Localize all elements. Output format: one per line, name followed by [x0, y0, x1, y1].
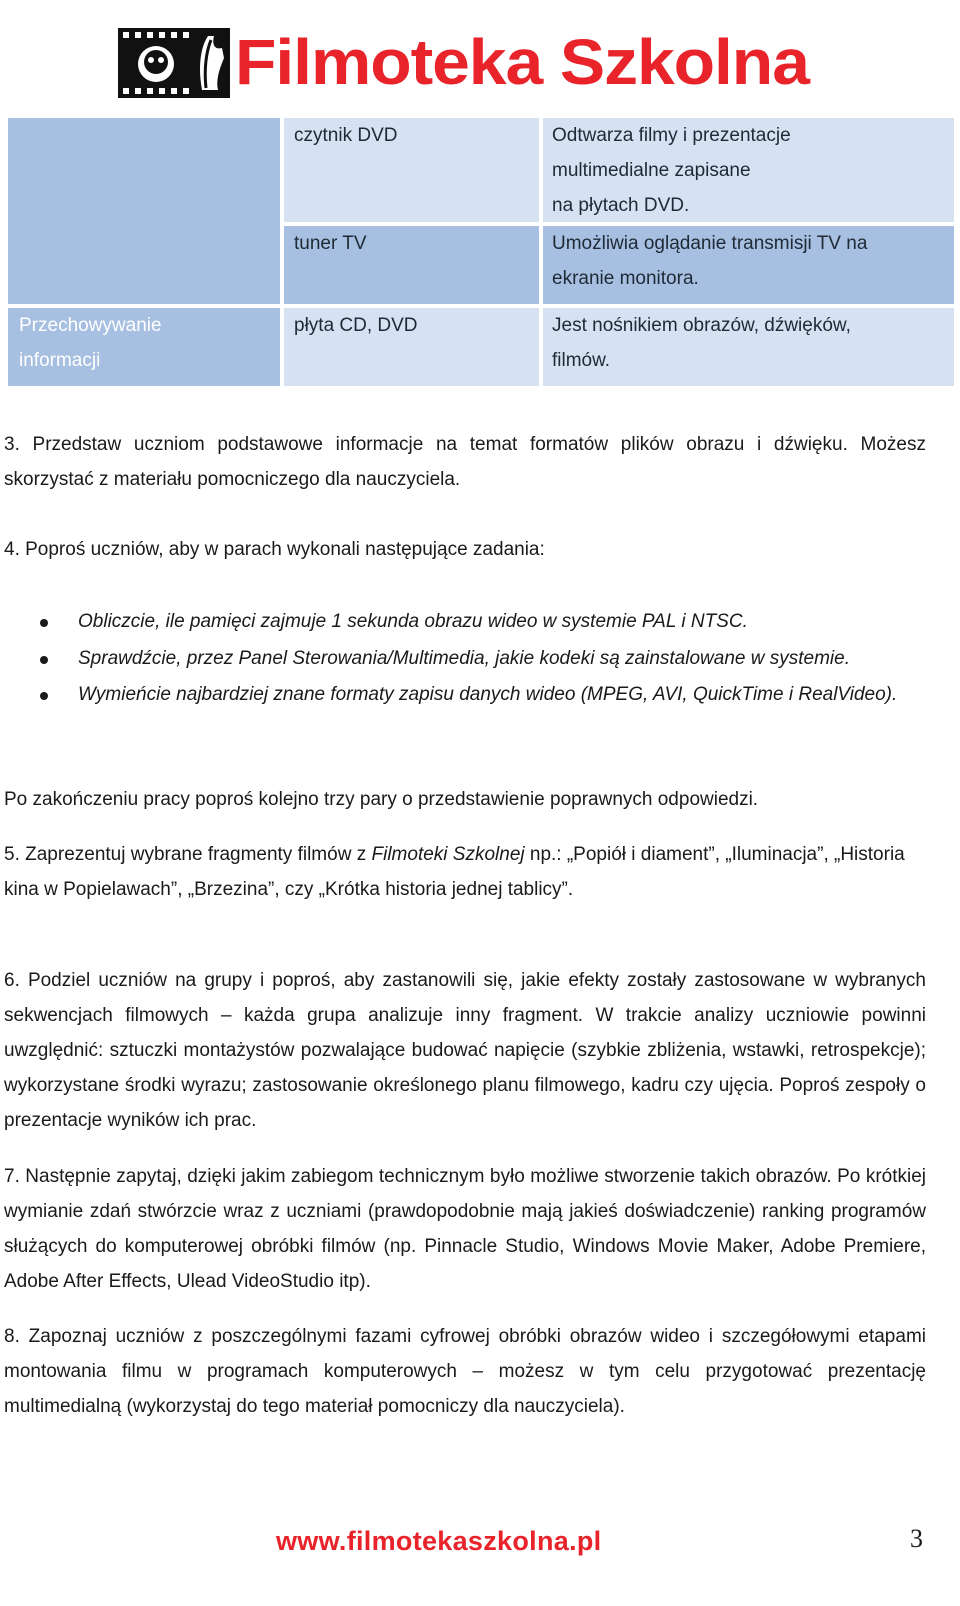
paragraph-5: 5. Zaprezentuj wybrane fragmenty filmów z Filmoteki Szkolnej np.: „Popiół i diament”, „Iluminacja”, „Historia kina w Popielawach”, „Brzezina”, czy „Krótka historia jednej tablicy”. — [4, 844, 905, 900]
table-row-device: tuner TV — [284, 226, 539, 304]
list-item: Obliczcie, ile pamięci zajmuje 1 sekunda obrazu wideo w systemie PAL i NTSC. — [78, 611, 748, 632]
bullet-icon — [40, 656, 48, 664]
logo-wordmark: Filmoteka Szkolna — [235, 26, 809, 98]
table-row-description: Umożliwia oglądanie transmisji TV na ekranie monitora. — [543, 226, 954, 304]
paragraph-6: 6. Podziel uczniów na grupy i poproś, aby zastanowili się, jakie efekty zostały zastosowane w wybranych sekwencjach filmowych – każda grupa analizuje inny fragment. W trakcie analizy uczniowie powinni uwzględnić: sztuczki montażystów pozwalające budować napięcie (szybkie zbliżenia, wstawki, retrospekcje); wykorzystane środki wyrazu; zastosowanie określonego planu filmowego, kadru czy ujęcia. Poproś zespoły o prezentacje wyników ich prac. — [4, 970, 926, 1131]
list-item: Wymieńcie najbardziej znane formaty zapisu danych wideo (MPEG, AVI, QuickTime i RealVideo). — [78, 684, 898, 705]
list-item: Sprawdźcie, przez Panel Sterowania/Multimedia, jakie kodeki są zainstalowane w systemie. — [78, 648, 850, 669]
table-row-device: płyta CD, DVD — [284, 308, 539, 386]
bullet-icon — [40, 619, 48, 627]
paragraph-7: 7. Następnie zapytaj, dzięki jakim zabiegom technicznym było możliwe stworzenie takich obrazów. Po krótkiej wymianie zdań stwórzcie wraz z uczniami (prawdopodobnie mają jakieś doświadczenie) ranking programów służących do komputerowej obróbki filmów (np. Pinnacle Studio, Windows Movie Maker, Adobe Premiere, Adobe After Effects, Ulead VideoStudio itp). — [4, 1166, 926, 1292]
footer-website-link[interactable]: www.filmotekaszkolna.pl — [276, 1526, 602, 1556]
paragraph-4: 4. Poproś uczniów, aby w parach wykonali następujące zadania: — [4, 539, 545, 560]
table-category-cell-empty — [8, 118, 280, 304]
bullet-icon — [40, 692, 48, 700]
table-row-description: Jest nośnikiem obrazów, dźwięków, filmów. — [543, 308, 954, 386]
table-row-device: czytnik DVD — [284, 118, 539, 222]
filmoteka-title-emphasis: Filmoteki Szkolnej — [371, 844, 525, 865]
page-number: 3 — [910, 1524, 923, 1553]
paragraph-3: 3. Przedstaw uczniom podstawowe informacje na temat formatów plików obrazu i dźwięku. Możesz skorzystać z materiału pomocniczego dla nauczyciela. — [4, 434, 926, 490]
paragraph-8: 8. Zapoznaj uczniów z poszczególnymi fazami cyfrowej obróbki obrazów wideo i szczegółowymi etapami montowania filmu w programach komputerowych – możesz w tym celu przygotować prezentację multimedialną (wykorzystaj do tego materiał pomocniczy dla nauczyciela). — [4, 1326, 926, 1417]
table-category-cell: Przechowywanie informacji — [8, 308, 280, 386]
filmoteka-logo — [118, 22, 828, 102]
paragraph-after-tasks: Po zakończeniu pracy poproś kolejno trzy pary o przedstawienie poprawnych odpowiedzi. — [4, 789, 759, 810]
devices-table — [8, 118, 954, 386]
table-row-description: Odtwarza filmy i prezentacje multimedialne zapisane na płytach DVD. — [543, 118, 954, 222]
film-strip-mascot-icon — [118, 28, 230, 98]
